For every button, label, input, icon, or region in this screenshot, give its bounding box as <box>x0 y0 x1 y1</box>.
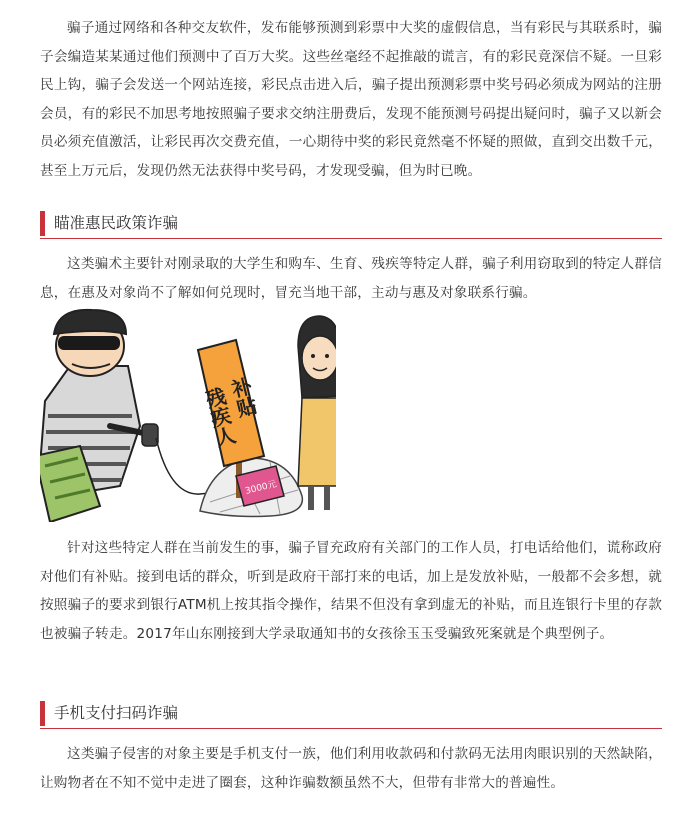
section-heading-qr-scam <box>40 698 662 729</box>
policy-scam-detail-paragraph: 针对这些特定人群在当前发生的事，骗子冒充政府有关部门的工作人员，打电话给他们，谎称政府对他们有补贴。接到电话的群众，听到是政府干部打来的电话，加上是发放补贴，一般都不会多想，就按照骗子的要求到银行ATM机上按其指令操作，结果不但没有拿到虚无的补贴，而且连银行卡里的存款也被骗子转走。2017年山东刚接到大学录取通知书的女孩徐玉玉受骗致死案就是个典型例子。 <box>40 540 663 642</box>
heading-title: 瞄准惠民政策诈骗 <box>54 214 179 232</box>
heading-title: 手机支付扫码诈骗 <box>54 704 179 722</box>
subsidy-scam-illustration <box>40 306 336 522</box>
policy-scam-intro-paragraph: 这类骗术主要针对刚录取的大学生和购车、生育、残疾等特定人群，骗子利用窃取到的特定人群信息，在惠及对象尚不了解如何兑现时，冒充当地干部，主动与惠及对象联系行骗。 <box>40 256 662 301</box>
thief-figure <box>40 310 158 522</box>
section-heading-policy-scam <box>40 208 662 239</box>
envelope-amount: 3000元 <box>244 479 278 497</box>
sign-text-left: 残疾人 <box>200 385 239 450</box>
victim-figure <box>298 316 336 510</box>
heading-accent-bar <box>40 701 45 726</box>
sign-text-right: 补贴 <box>226 375 260 420</box>
heading-accent-bar <box>40 211 45 236</box>
qr-scam-intro-paragraph: 这类骗子侵害的对象主要是手机支付一族，他们利用收款码和付款码无法用肉眼识别的天然缺陷，让购物者在不知不觉中走进了圈套，这种诈骗数额虽然不大，但带有非常大的普遍性。 <box>40 746 662 791</box>
lottery-scam-paragraph: 骗子通过网络和各种交友软件，发布能够预测到彩票中大奖的虚假信息，当有彩民与其联系时，骗子会编造某某通过他们预测中了百万大奖。这些丝毫经不起推敲的谎言，有的彩民竟深信不疑。一旦彩民上钩，骗子会发送一个网站连接，彩民点击进入后，骗子提出预测彩票中奖号码必须成为网站的注册会员，有的彩民不加思考地按照骗子要求交纳注册费后，发现不能预测号码提出疑问时，骗子又以新会员必须充值激活，让彩民再次交费充值，一心期待中奖的彩民竟然毫不怀疑的照做，直到交出数千元，甚至上万元后，发现仍然无法获得中奖号码，才发现受骗，但为时已晚。 <box>40 20 662 179</box>
